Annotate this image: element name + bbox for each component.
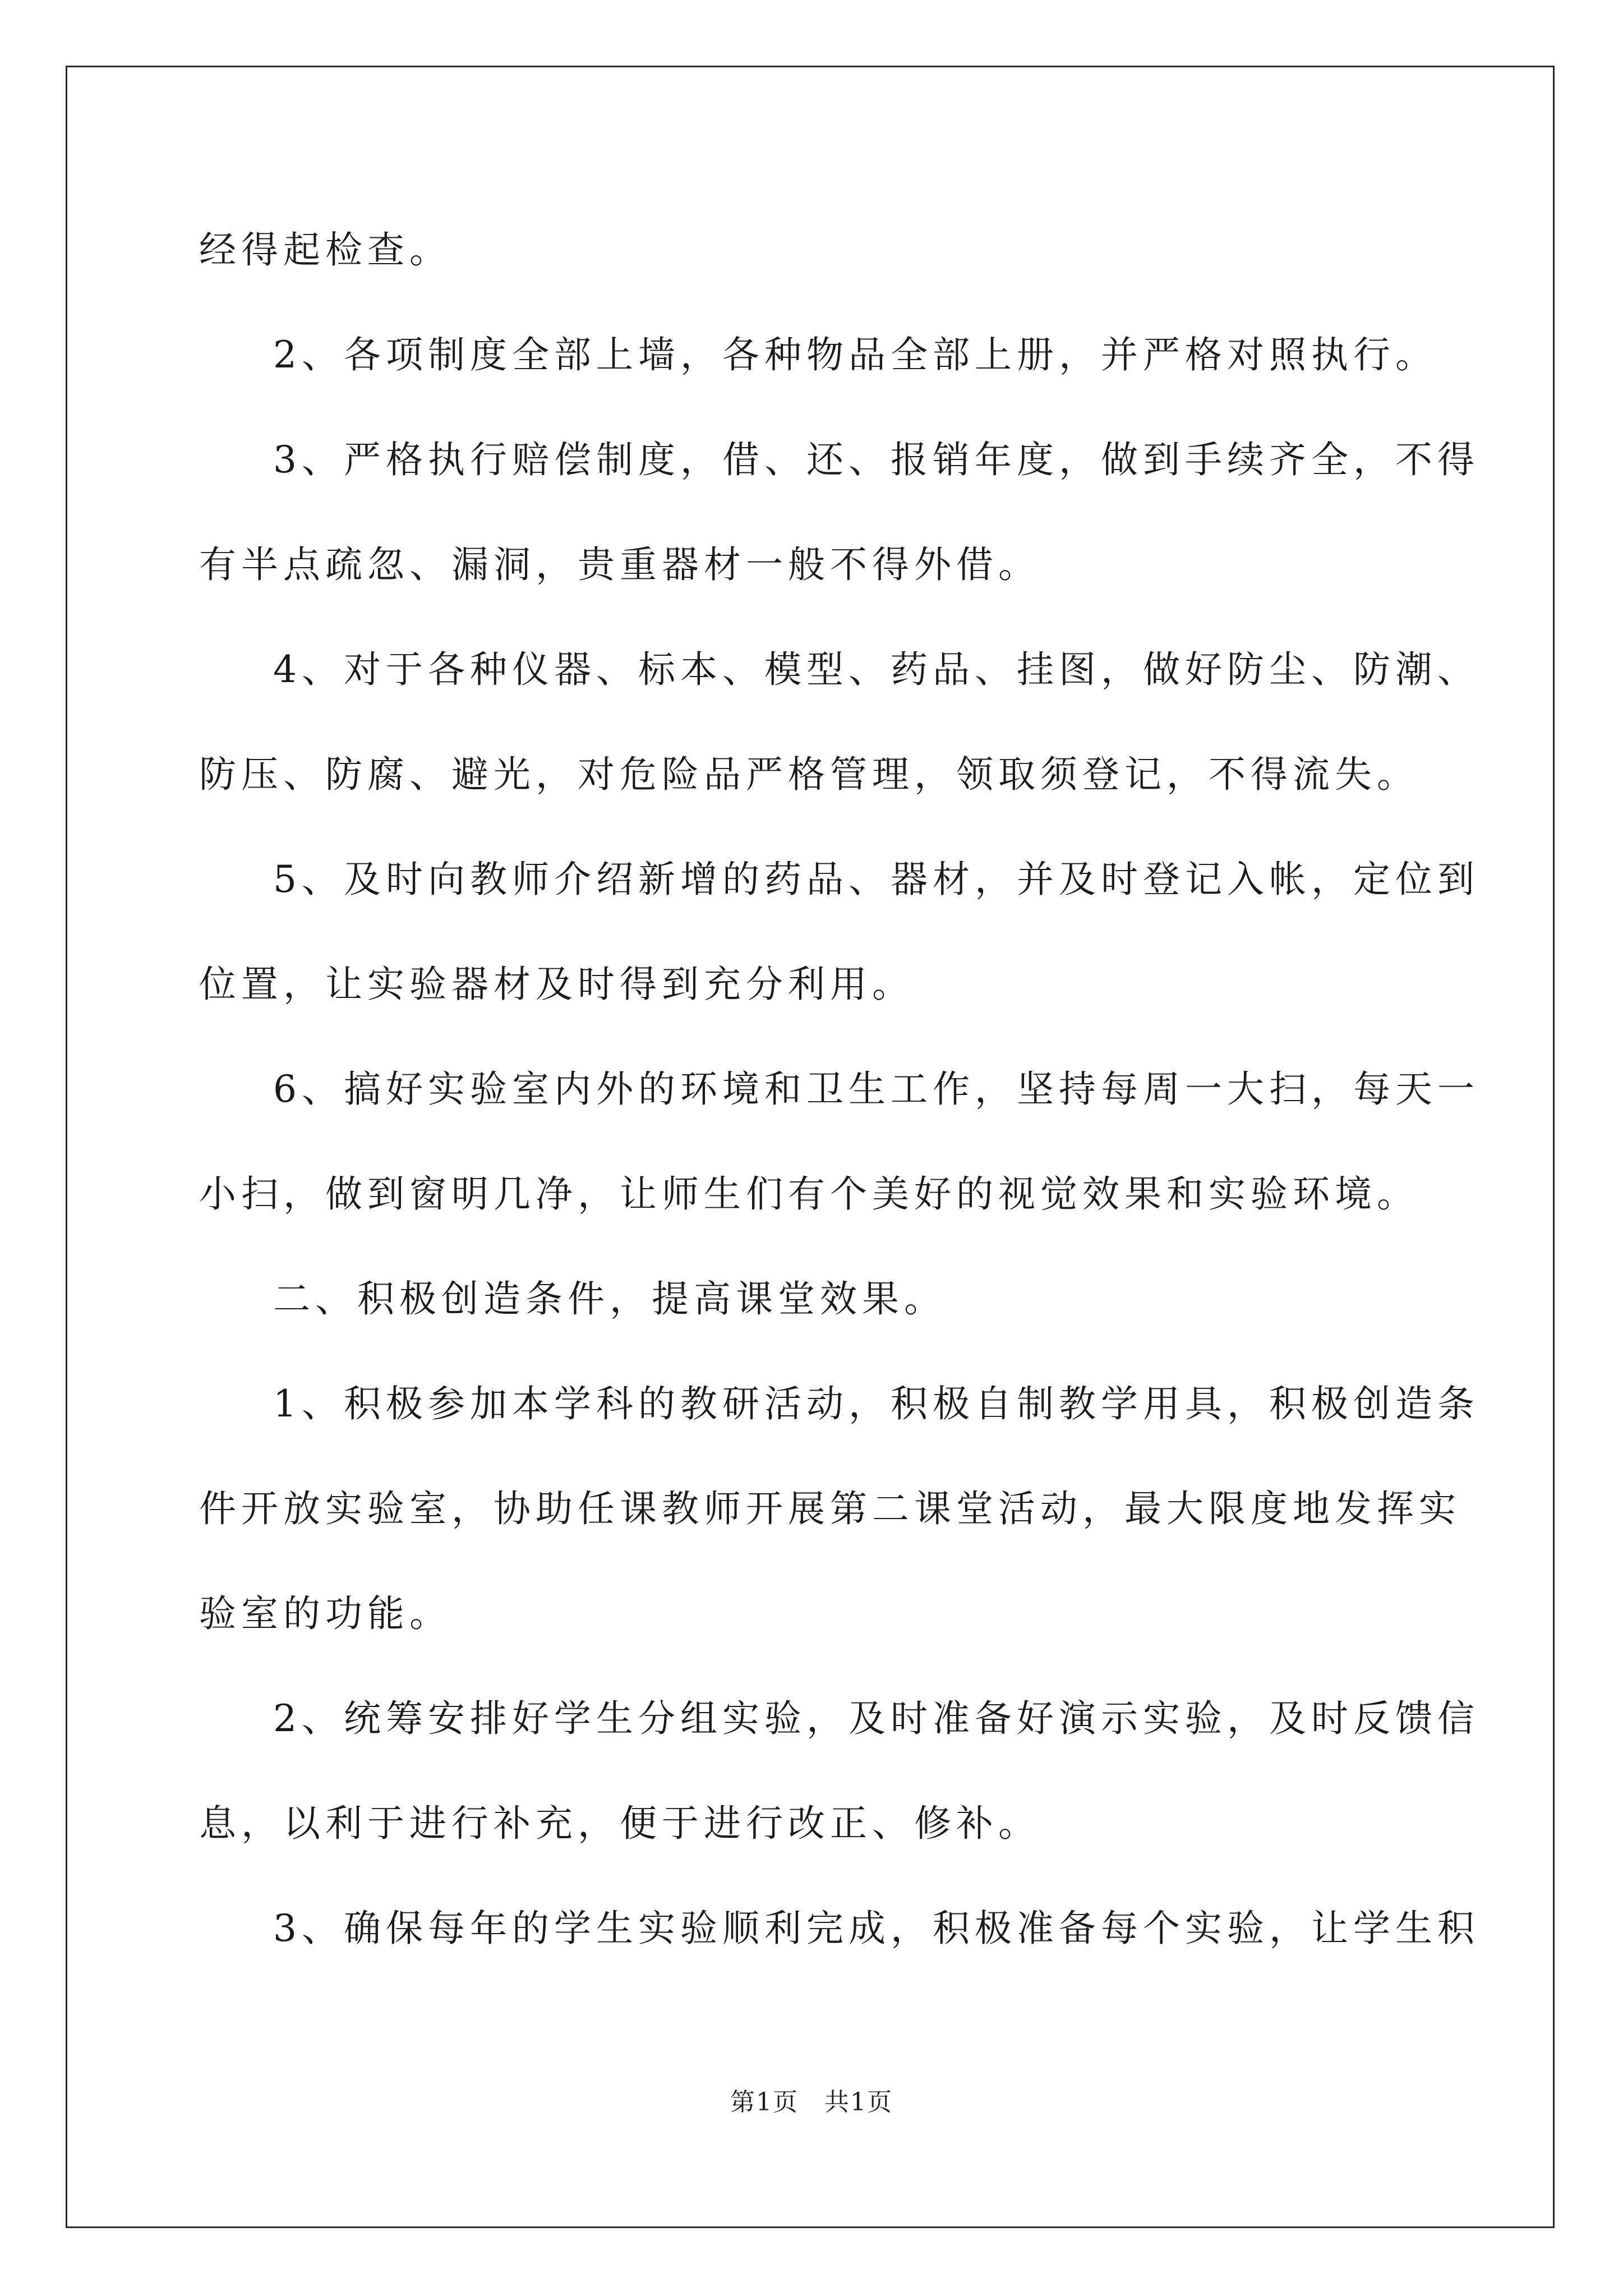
text-line: 3、严格执行赔偿制度，借、还、报销年度，做到手续齐全，不得 [273,438,1479,481]
text-line: 6、搞好实验室内外的环境和卫生工作，坚持每周一大扫，每天一 [273,1068,1479,1111]
page-number: 第1页 共1页 [730,2088,893,2116]
text-line: 验室的功能。 [199,1592,451,1635]
text-line: 2、统筹安排好学生分组实验，及时准备好演示实验，及时反馈信 [273,1697,1479,1740]
section-heading: 二、积极创造条件，提高课堂效果。 [273,1277,946,1320]
text-line: 件开放实验室，协助任课教师开展第二课堂活动，最大限度地发挥实 [199,1487,1461,1530]
text-line: 2、各项制度全部上墙，各种物品全部上册，并严格对照执行。 [273,333,1437,376]
text-line: 3、确保每年的学生实验顺利完成，积极准备每个实验，让学生积 [273,1907,1479,1950]
text-line: 息，以利于进行补充，便于进行改正、修补。 [199,1802,1040,1845]
text-line: 1、积极参加本学科的教研活动，积极自制教学用具，积极创造条 [273,1382,1479,1425]
text-line: 位置，让实验器材及时得到充分利用。 [199,963,914,1006]
text-line: 5、及时向教师介绍新增的药品、器材，并及时登记入帐，定位到 [273,858,1479,901]
text-line: 有半点疏忽、漏洞，贵重器材一般不得外借。 [199,543,1040,586]
text-line: 防压、防腐、避光，对危险品严格管理，领取须登记，不得流失。 [199,753,1419,796]
text-line: 小扫，做到窗明几净，让师生们有个美好的视觉效果和实验环境。 [199,1172,1419,1216]
text-line: 经得起检查。 [199,228,451,272]
text-line: 4、对于各种仪器、标本、模型、药品、挂图，做好防尘、防潮、 [273,648,1479,691]
